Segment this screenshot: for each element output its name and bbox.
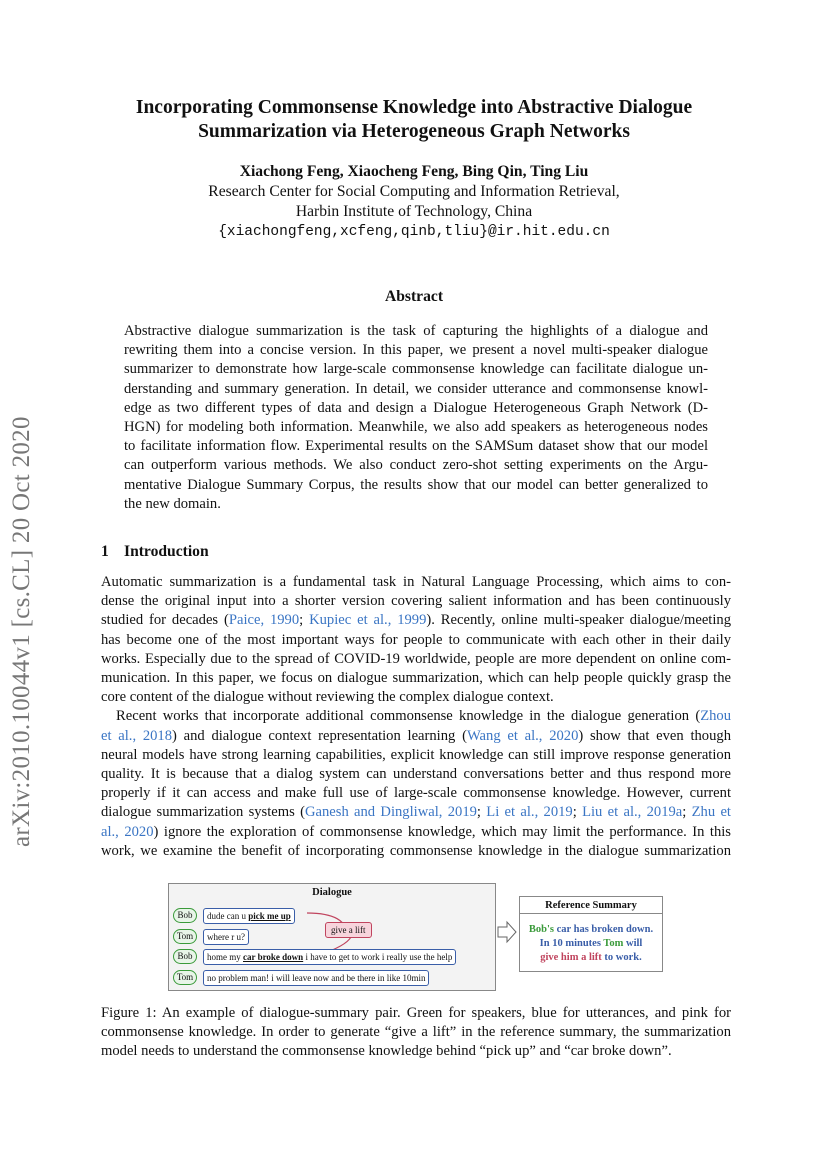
citation-link[interactable]: Liu et al., 2019a <box>582 804 683 821</box>
figure-caption <box>101 1004 731 1062</box>
abstract-line: edge as two different types of data and design a Dialogue Heterogeneous Graph Network (D- <box>124 399 708 416</box>
text-run: ). Recently, online multi-speaker dialogue/meeting <box>426 612 732 629</box>
dialogue-panel <box>168 883 496 991</box>
citation-link[interactable]: Kupiec et al., 1999 <box>309 612 427 629</box>
keyword: car broke down <box>243 952 304 962</box>
citation-link[interactable]: al., 2020 <box>101 823 154 840</box>
speaker-node: Tom <box>173 970 197 985</box>
knowledge-node: give a lift <box>325 922 372 938</box>
speaker-node: Bob <box>173 949 197 964</box>
section-heading <box>101 543 209 561</box>
utterance-text: dude can u <box>207 911 249 921</box>
text-line: dense the original input into a shorter version covering salient information and has been continuously <box>101 593 731 610</box>
section-title: Introduction <box>124 543 209 560</box>
abstract-line: the new domain. <box>124 495 221 512</box>
paper-title <box>0 96 828 144</box>
utterance-text: where r u? <box>207 932 245 942</box>
citation-link[interactable]: Paice, 1990 <box>228 612 300 629</box>
speaker-mention: Bob's <box>528 924 554 935</box>
caption-line: Figure 1: An example of dialogue-summary pair. Green for speakers, blue for utterances, and pink for <box>101 1005 731 1021</box>
abstract-line: to facilitate information flow. Experimental results on the SAMSum dataset show that our model <box>124 438 708 455</box>
keyword: pick me up <box>248 911 291 921</box>
right-arrow-icon <box>497 920 517 944</box>
utterance-node <box>203 908 295 924</box>
abstract-heading: Abstract <box>384 288 444 305</box>
affiliation-2: Harbin Institute of Technology, China <box>295 203 533 220</box>
text-line <box>101 727 731 746</box>
caption-line: model needs to understand the commonsense knowledge behind “pick up” and “car broke down”. <box>101 1043 672 1060</box>
abstract-line: can outperform various methods. We also conduct zero-shot setting experiments on the Argu- <box>124 457 708 474</box>
text-run: ) and dialogue context representation learning ( <box>172 727 467 744</box>
dialogue-title: Dialogue <box>312 887 352 898</box>
citation-link[interactable]: Li et al., 2019 <box>486 804 573 821</box>
text-line <box>101 803 731 822</box>
title-line-2: Summarization via Heterogeneous Graph Networks <box>198 121 630 142</box>
affiliation-1: Research Center for Social Computing and Information Retrieval, <box>208 183 620 200</box>
abstract-line: Abstractive dialogue summarization is the task of capturing the highlights of a dialogue and <box>124 323 708 339</box>
citation-link[interactable]: Zhou <box>700 708 731 725</box>
text-run: ; <box>572 804 583 821</box>
abstract-line: rewriting them into a concise version. In this paper, we present a novel multi-speaker dialogue <box>124 342 708 359</box>
citation-link[interactable]: Wang et al., 2020 <box>466 727 579 744</box>
summary-text: will <box>623 938 643 949</box>
citation-link[interactable]: Ganesh and Dingliwal, 2019 <box>304 804 477 821</box>
utterance-text: i have to get to work i really use the help <box>303 952 453 962</box>
text-line: quality. It is because that a dialog system can understand conversations better and thus respond more <box>101 766 731 783</box>
text-line: work, we examine the benefit of incorporating commonsense knowledge in the dialogue summarization <box>101 842 731 859</box>
divider <box>520 913 662 914</box>
reference-summary-title: Reference Summary <box>545 900 637 911</box>
text-run: dialogue summarization systems ( <box>101 804 305 821</box>
author-block <box>0 162 828 242</box>
speaker-node: Bob <box>173 908 197 923</box>
abstract-line: mentative Dialogue Summary Corpus, the results show that our model can better generalized to <box>124 476 708 493</box>
arxiv-stamp: arXiv:2010.10044v1 [cs.CL] 20 Oct 2020 <box>8 416 35 847</box>
text-run: Recent works that incorporate additional commonsense knowledge in the dialogue generation ( <box>116 708 701 725</box>
abstract-line: HGN) for modeling both information. Meanwhile, we also add speakers as heterogeneous nodes <box>124 419 708 436</box>
text-run: ; <box>476 804 487 821</box>
knowledge-mention: give him a lift <box>540 952 602 963</box>
text-run: ; <box>682 804 692 821</box>
text-line <box>101 707 731 726</box>
introduction-body <box>101 573 731 861</box>
text-line: neural models have strong learning capabilities, explicit knowledge can still improve response generation <box>101 746 731 763</box>
author-names: Xiachong Feng, Xiaocheng Feng, Bing Qin, Ting Liu <box>239 163 589 180</box>
summary-text: to work. <box>601 952 642 963</box>
utterance-text: no problem man! i will leave now and be there in like 10min <box>207 973 426 983</box>
utterance-node <box>203 929 249 945</box>
abstract-body <box>124 322 708 514</box>
title-line-1: Incorporating Commonsense Knowledge into Abstractive Dialogue <box>135 97 693 118</box>
speaker-mention: Tom <box>603 938 624 949</box>
summary-text: In 10 minutes <box>539 938 604 949</box>
speaker-node: Tom <box>173 929 197 944</box>
reference-summary-panel <box>519 896 663 972</box>
text-line: core content of the dialogue without reviewing the complex dialogue context. <box>101 689 554 706</box>
summary-text: car has broken down. <box>554 924 654 935</box>
abstract-line: summarizer to demonstrate how large-scale commonsense knowledge can facilitate dialogue un- <box>124 361 708 378</box>
text-line <box>101 823 731 842</box>
utterance-node <box>203 970 429 986</box>
reference-summary-text <box>520 923 662 965</box>
text-line: has become one of the most important ways for people to communicate with each other in their daily <box>101 631 731 648</box>
utterance-text: home my <box>207 952 243 962</box>
text-line <box>101 611 731 630</box>
utterance-node <box>203 949 456 965</box>
citation-link[interactable]: Zhu et <box>691 804 731 821</box>
section-number: 1 <box>101 543 109 560</box>
text-run: ; <box>299 612 310 629</box>
text-line: works. Especially due to the spread of COVID-19 worldwide, people are more dependent on online com- <box>101 650 731 667</box>
caption-line: commonsense knowledge. In order to generate “give a lift” in the reference summary, the summarization <box>101 1024 731 1041</box>
text-line: munication. In this paper, we focus on dialogue summarization, which can help people quickly grasp the <box>101 670 731 687</box>
text-line: properly if it can access and make full use of large-scale commonsense knowledge. However, current <box>101 785 731 802</box>
text-run: studied for decades ( <box>101 612 229 629</box>
author-email: {xiachongfeng,xcfeng,qinb,tliu}@ir.hit.edu.cn <box>218 224 610 240</box>
abstract-line: derstanding and summary generation. In detail, we consider utterance and commonsense knowl- <box>124 380 708 397</box>
text-run: ) show that even though <box>578 727 731 744</box>
citation-link[interactable]: et al., 2018 <box>101 727 173 744</box>
text-run: ) ignore the exploration of commonsense knowledge, which may limit the performance. In this <box>153 823 731 840</box>
text-line: Automatic summarization is a fundamental task in Natural Language Processing, which aims to con- <box>101 574 731 590</box>
